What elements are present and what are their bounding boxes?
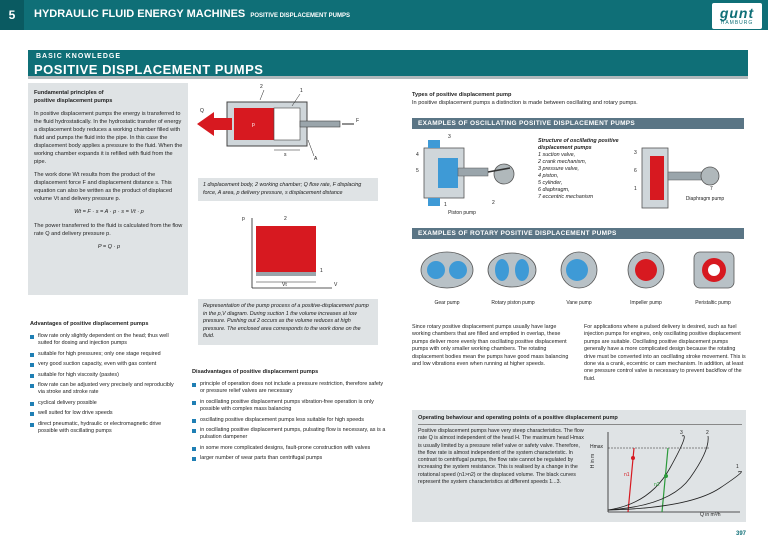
fundamentals-heading-2: positive displacement pumps	[34, 98, 113, 104]
piston-diagram-svg	[192, 84, 388, 176]
operating-chart	[590, 428, 744, 520]
operating-heading: Operating behaviour and operating points of a positive displacement pump	[418, 415, 618, 421]
pv-label-vt: Vt	[282, 282, 287, 288]
chart-ylabel: H in m	[590, 453, 597, 469]
chart-curve-3: 3	[680, 430, 683, 436]
pv-label-1: 1	[320, 268, 323, 274]
label-p: p	[252, 122, 255, 128]
page-title: POSITIVE DISPLACEMENT PUMPS	[34, 62, 264, 77]
pv-label-2: 2	[284, 216, 287, 222]
page-number: 397	[736, 531, 747, 537]
advantages-list	[30, 333, 182, 435]
structure-part: 4 piston,	[538, 173, 559, 179]
piston-num-3: 3	[448, 134, 451, 140]
header-subtitle: POSITIVE DISPLACEMENT PUMPS	[250, 13, 351, 19]
pv-diagram-caption: Representation of the pump process of a positive-displacement pump in the p,V diagram. During suction 1 the volume increases at low pressure. Pushing out 2 occurs as the volume reduces at high pressure. The enclosed area corresponds to the work done on the fluid.	[198, 299, 378, 345]
list-item: in some more complicated designs, fault-prone construction with valves	[192, 445, 388, 452]
types-heading: Types of positive displacement pump	[412, 92, 512, 98]
rotary-bar: EXAMPLES OF ROTARY POSITIVE DISPLACEMENT PUMPS	[412, 228, 744, 239]
pv-label-v: V	[334, 282, 338, 288]
disadvantages-list	[192, 381, 388, 463]
diaphragm-num-7: 7	[710, 186, 713, 192]
structure-part: 2 crank mechanism,	[538, 159, 587, 165]
structure-legend	[538, 138, 638, 201]
list-item: flow rate can be adjusted very precisely and reproducibly via stroke and stroke rate	[30, 382, 182, 397]
pv-label-p: p	[242, 216, 245, 222]
label-2: 2	[260, 84, 263, 90]
vane-pump-icon	[561, 252, 597, 288]
impeller-pump-icon	[628, 252, 664, 288]
list-item: suitable for high pressures; only one stage required	[30, 351, 182, 358]
piston-num-4: 4	[416, 152, 419, 158]
list-item: well suited for low drive speeds	[30, 410, 182, 417]
piston-diagram	[192, 84, 388, 176]
label-s: s	[284, 152, 287, 158]
list-item: flow rate only slightly dependent on the head; thus well suited for dosing and injection pumps	[30, 333, 182, 348]
list-item: in oscillating positive displacement pumps, pulsating flow is necessary, as is a pulsation dampener	[192, 427, 388, 442]
oscillating-bar: EXAMPLES OF OSCILLATING POSITIVE DISPLACEMENT PUMPS	[412, 118, 744, 129]
diaphragm-num-3: 3	[634, 150, 637, 156]
peristaltic-pump-icon	[694, 252, 734, 288]
disadvantages-heading: Disadvantages of positive displacement pumps	[192, 369, 319, 375]
operating-heading-box	[418, 414, 742, 425]
chapter-number: 5	[0, 0, 24, 30]
label-1: 1	[300, 88, 303, 94]
section-label: BASIC KNOWLEDGE	[36, 53, 121, 60]
types-section	[412, 91, 742, 107]
list-item: direct pneumatic, hydraulic or electromagnetic drive possible with oscillating pumps	[30, 421, 182, 436]
list-item: very good suction capacity, even with gas content	[30, 361, 182, 368]
gunt-logo	[712, 3, 762, 29]
list-item: cyclical delivery possible	[30, 400, 182, 407]
rotary-pumps-svg	[414, 244, 744, 298]
peristaltic-pump-label: Peristaltic pump	[695, 300, 731, 306]
vane-pump-label: Vane pump	[566, 300, 592, 306]
structure-part: 3 pressure valve,	[538, 166, 580, 172]
piston-num-5: 5	[416, 168, 419, 174]
label-F: F	[356, 118, 360, 124]
piston-diagram-caption: 1 displacement body, 2 working chamber; Q flow rate, F displacing force, A area, p delivery pressure, s displacement distance	[198, 178, 378, 201]
chart-hmax: Hmax	[590, 444, 604, 450]
structure-part: 7 eccentric mechanism	[538, 194, 594, 200]
impeller-pump-label: Impeller pump	[630, 300, 662, 306]
piston-pump-label: Piston pump	[448, 210, 476, 216]
label-A: A	[314, 156, 318, 162]
fundamentals-heading-1: Fundamental principles of	[34, 90, 104, 96]
piston-num-2: 2	[492, 200, 495, 206]
logo-text: gunt	[719, 5, 755, 21]
chart-curve-2: 2	[706, 430, 709, 436]
fundamentals-text	[34, 89, 184, 251]
list-item: principle of operation does not include a pressure restriction, therefore safety or pressure relief valves are necessary	[192, 381, 388, 396]
oscillating-pumps-area	[414, 134, 744, 222]
formula-work: Wt = F · s = A · p · s = Vt · p	[74, 209, 144, 215]
formula-power: P = Q · p	[97, 244, 121, 250]
fundamentals-para-1: In positive displacement pumps the energy is transferred to the fluid hydrostatically. In the hydrostatic transfer of energy a displacement body reduces a working chamber filled with fluid and pumps the fluid into the pipe. In this case the displacement body applies a pressure to the fluid. When the working chamber expands it is refilled with fluid from the pipe.	[34, 111, 183, 165]
structure-part: 5 cylinder,	[538, 180, 563, 186]
fundamentals-para-2: The work done Wt results from the product of the displacement force F and displacement distance s. This equation can also be written as the product of displaced volume Vt and delivery pressure p.	[34, 172, 173, 202]
list-item: larger number of wear parts than centrifugal pumps	[192, 455, 388, 462]
list-item: oscillating positive displacement pumps less suitable for high speeds	[192, 417, 388, 424]
fundamentals-para-3: The power transferred to the fluid is calculated from the flow rate Q and delivery pressure p.	[34, 223, 183, 237]
diaphragm-num-6: 6	[634, 168, 637, 174]
advantages-section	[30, 320, 182, 438]
header-title	[34, 8, 350, 20]
types-text: In positive displacement pumps a distinction is made between oscillating and rotary pumps.	[412, 100, 638, 106]
chart-xlabel: Q in m³/h	[700, 512, 721, 518]
operating-chart-svg	[590, 428, 744, 520]
advantages-heading: Advantages of positive displacement pumps	[30, 321, 149, 327]
structure-heading: Structure of oscillating positive displacement pumps	[538, 138, 619, 151]
rotary-piston-pump-label: Rotary piston pump	[491, 300, 535, 306]
pv-diagram	[192, 212, 388, 296]
logo-sub: HAMBURG	[720, 20, 754, 26]
chart-n1: n1	[624, 472, 630, 478]
header-title-main: HYDRAULIC FLUID ENERGY MACHINES	[34, 8, 246, 20]
list-item: suitable for high viscosity (pastes)	[30, 372, 182, 379]
rotary-pumps-area	[414, 244, 744, 306]
label-Q: Q	[200, 108, 204, 114]
gear-pump-icon	[421, 252, 473, 288]
chart-curve-1: 1	[736, 464, 739, 470]
diaphragm-pump-label: Diaphragm pump	[685, 196, 725, 202]
disadvantages-section	[192, 368, 388, 466]
gear-pump-label: Gear pump	[434, 300, 460, 306]
structure-part: 1 suction valve,	[538, 152, 576, 158]
pv-diagram-svg	[192, 212, 388, 296]
rotary-piston-pump-icon	[488, 253, 536, 287]
diaphragm-num-1: 1	[634, 186, 637, 192]
rotary-text-left: Since rotary positive displacement pumps usually have large working chambers that are filled and emptied in overlap, these pumps deliver more evenly than oscillating positive displacement pumps with only smaller working chambers. The rotating displacement bodies mean the pumps have good mass balancing and low vibrations even when running at higher speeds.	[412, 324, 569, 368]
chart-n2: n2	[654, 482, 660, 488]
piston-num-1: 1	[444, 202, 447, 208]
list-item: in oscillating positive displacement pumps vibration-free operation is only possible with complex mass balancing	[192, 399, 388, 414]
structure-part: 6 diaphragm,	[538, 187, 570, 193]
rotary-text-right: For applications where a pulsed delivery is desired, such as fuel injection pumps for engines, only oscillating positive displacement pumps are suitable. Oscillating positive displacement pumps generally have a more complicated design because the rotating drive must be converted into an oscillating stroke movement. This is done via a crank, eccentric or cam mechanism. In addition, at least one pressure control valve is necessary to prevent backflow of the fluid.	[584, 324, 746, 382]
operating-text: Positive displacement pumps have very steep characteristics. The flow rate Q is almost independent of the head H. The maximum head Hmax is usually limited by a pressure relief valve or safety valve. Therefore, the flow rate is almost independent of the system characteristic. In contrast to centrifugal pumps, the flow rate cannot be regulated by increasing the system resistance. This is realised by a change in the rotational speed (n1>n2) or the displaced volume. The black curves represent the system characteristics at different speeds 1...3.	[418, 428, 584, 486]
